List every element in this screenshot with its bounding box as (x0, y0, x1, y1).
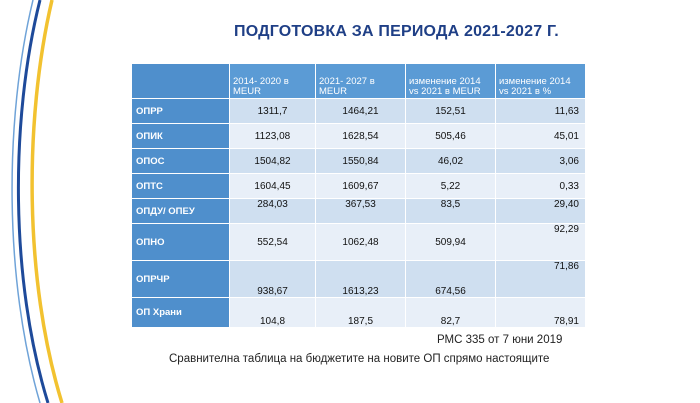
cell-change-percent: 3,06 (496, 149, 586, 174)
cell-2021-2027: 1628,54 (316, 124, 406, 149)
cell-change-percent: 71,86 (496, 261, 586, 298)
cell-change-meur: 505,46 (406, 124, 496, 149)
cell-2014-2020: 104,8 (230, 298, 316, 328)
caption-note: Сравнителна таблица на бюджетите на новите ОП спрямо настоящите (169, 353, 550, 365)
cell-2021-2027: 1062,48 (316, 224, 406, 261)
table-header-row (132, 64, 586, 99)
row-label: ОПРР (132, 99, 230, 124)
cell-change-meur: 5,22 (406, 174, 496, 199)
table-row (132, 298, 586, 328)
header-change-meur: изменение 2014 vs 2021 в MEUR (406, 64, 496, 99)
cell-2021-2027: 1464,21 (316, 99, 406, 124)
cell-2021-2027: 187,5 (316, 298, 406, 328)
decorative-swoosh (0, 0, 130, 403)
row-label: ОПОС (132, 149, 230, 174)
header-corner (132, 64, 230, 99)
cell-2014-2020: 1504,82 (230, 149, 316, 174)
row-label: ОП Храни (132, 298, 230, 328)
light-blue-arc (12, 0, 40, 403)
header-change-percent: изменение 2014 vs 2021 в % (496, 64, 586, 99)
table-row (132, 224, 586, 261)
cell-change-meur: 46,02 (406, 149, 496, 174)
cell-change-percent: 29,40 (496, 199, 586, 224)
cell-2014-2020: 1311,7 (230, 99, 316, 124)
header-2014-2020: 2014- 2020 в MEUR (230, 64, 316, 99)
cell-2014-2020: 284,03 (230, 199, 316, 224)
cell-2021-2027: 1613,23 (316, 261, 406, 298)
table-row (132, 261, 586, 298)
table-row (132, 199, 586, 224)
source-note: РМС 335 от 7 юни 2019 (437, 334, 563, 346)
yellow-arc (32, 0, 62, 403)
table-row (132, 149, 586, 174)
cell-2021-2027: 1609,67 (316, 174, 406, 199)
cell-2014-2020: 1123,08 (230, 124, 316, 149)
row-label: ОПТС (132, 174, 230, 199)
cell-2014-2020: 938,67 (230, 261, 316, 298)
row-label: ОПДУ/ ОПЕУ (132, 199, 230, 224)
cell-change-percent: 78,91 (496, 298, 586, 328)
table-row (132, 99, 586, 124)
cell-2021-2027: 367,53 (316, 199, 406, 224)
cell-change-meur: 152,51 (406, 99, 496, 124)
slide-title: ПОДГОТОВКА ЗА ПЕРИОДА 2021-2027 Г. (234, 23, 559, 40)
row-label: ОПИК (132, 124, 230, 149)
row-label: ОПНО (132, 224, 230, 261)
cell-change-percent: 45,01 (496, 124, 586, 149)
cell-change-meur: 83,5 (406, 199, 496, 224)
row-label: ОПРЧР (132, 261, 230, 298)
header-2021-2027: 2021- 2027 в MEUR (316, 64, 406, 99)
cell-change-percent: 0,33 (496, 174, 586, 199)
table-row (132, 124, 586, 149)
cell-change-percent: 11,63 (496, 99, 586, 124)
cell-change-percent: 92,29 (496, 224, 586, 261)
table-row (132, 174, 586, 199)
cell-change-meur: 82,7 (406, 298, 496, 328)
cell-change-meur: 674,56 (406, 261, 496, 298)
cell-2014-2020: 552,54 (230, 224, 316, 261)
budget-comparison-table (131, 63, 586, 328)
cell-change-meur: 509,94 (406, 224, 496, 261)
cell-2021-2027: 1550,84 (316, 149, 406, 174)
cell-2014-2020: 1604,45 (230, 174, 316, 199)
